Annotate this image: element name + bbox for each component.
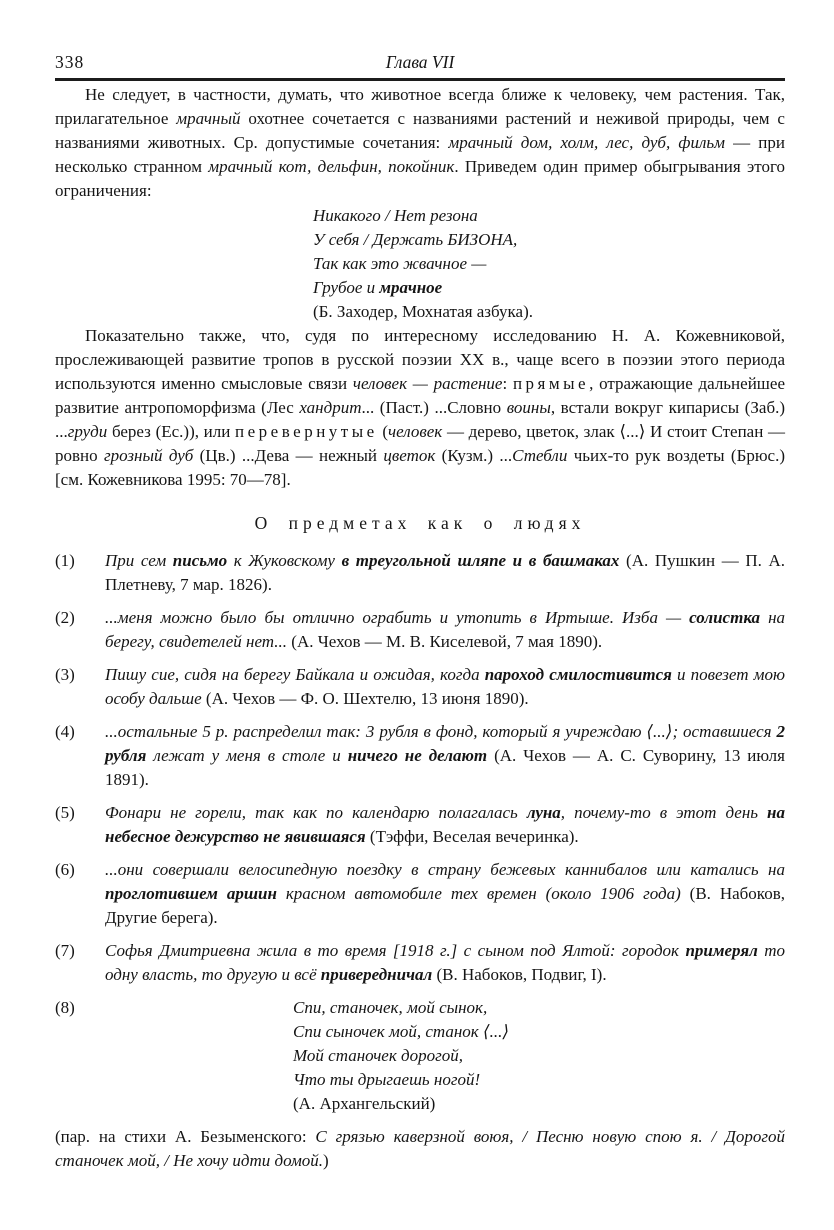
list-item bbox=[55, 663, 785, 711]
text-segment: (пар. на стихи А. Безыменского: bbox=[55, 1127, 316, 1146]
text-segment: примерял bbox=[685, 941, 758, 960]
text-segment: Спи сыночек мой, станок ⟨...⟩ bbox=[293, 1022, 510, 1041]
text-segment: Фонари не горели, так как по календарю полагалась bbox=[105, 803, 527, 822]
text-segment: С грязью каверзной воюя, / Песню новую спою я. / Дорогой станочек мой, / Не хочу идти домой. bbox=[55, 1127, 785, 1170]
text-segment: : bbox=[502, 374, 513, 393]
item-number: (6) bbox=[55, 860, 75, 879]
verse-block-arkhangelsky bbox=[293, 996, 785, 1116]
text-segment: . Приведем один пример обыгрывания этого ограничения: bbox=[55, 157, 785, 200]
item-number: (8) bbox=[55, 998, 75, 1017]
text-segment: Стебли bbox=[512, 446, 568, 465]
text-segment: то одну власть, то другую и всё bbox=[105, 941, 786, 984]
text-segment: красном автомобиле тех времен (около 1906 года) bbox=[276, 884, 681, 903]
item-text bbox=[105, 606, 785, 654]
text-segment: Так как это жвачное — bbox=[313, 254, 487, 273]
item-text bbox=[105, 663, 785, 711]
list-item bbox=[55, 939, 785, 987]
item-number: (1) bbox=[55, 551, 75, 570]
text-segment: привередничал bbox=[320, 965, 433, 984]
page-header bbox=[55, 50, 785, 78]
item-text bbox=[105, 996, 785, 1116]
header-rule bbox=[55, 78, 785, 81]
section-title: О предметах как о людях bbox=[254, 513, 586, 533]
text-segment: — при несколько странном bbox=[55, 133, 786, 176]
text-segment: ...они совершали велосипедную поездку в страну бежевых каннибалов или катались на bbox=[105, 860, 785, 879]
text-segment: письмо bbox=[172, 551, 228, 570]
text-segment: мрачный bbox=[176, 109, 241, 128]
text-segment: (А. Архангельский) bbox=[293, 1094, 436, 1113]
item-number: (3) bbox=[55, 665, 75, 684]
text-segment: ... (Паст.) ...Словно bbox=[361, 398, 507, 417]
text-segment: (А. Чехов — А. С. Суворину, 13 июля 1891). bbox=[105, 746, 785, 789]
text-segment: Пишу сие, сидя на берегу Байкала и ожидая, когда bbox=[105, 665, 485, 684]
text-segment: человек — растение bbox=[352, 374, 503, 393]
item-text bbox=[105, 549, 785, 597]
text-segment: Грубое и bbox=[313, 278, 380, 297]
intro-paragraph-2 bbox=[55, 324, 785, 492]
item-text bbox=[105, 858, 785, 930]
verse-line bbox=[313, 228, 785, 252]
text-segment: прямые bbox=[512, 374, 590, 393]
text-segment: (В. Набоков, Подвиг, I). bbox=[432, 965, 607, 984]
verse-line bbox=[293, 1044, 785, 1068]
text-segment: (Тэффи, Веселая вечеринка). bbox=[365, 827, 579, 846]
text-segment: перевернутые bbox=[235, 422, 378, 441]
text-segment: чьих-то рук воздеты (Брюс.) [см. Кожевникова 1995: 70—78]. bbox=[55, 446, 785, 489]
verse-line bbox=[313, 276, 785, 300]
text-segment: (В. Набоков, Другие берега). bbox=[105, 884, 785, 927]
list-item bbox=[55, 858, 785, 930]
list-item bbox=[55, 996, 785, 1116]
list-item bbox=[55, 801, 785, 849]
text-segment: , встали вокруг кипарисы (Заб.) ... bbox=[55, 398, 786, 441]
verse-line bbox=[313, 204, 785, 228]
text-segment: (Цв.) ...Дева — нежный bbox=[193, 446, 384, 465]
verse-line bbox=[293, 1092, 785, 1116]
text-segment: ...остальные 5 р. распределил так: 3 рубля в фонд, который я учреждаю ⟨...⟩; оставшиеся bbox=[105, 722, 777, 741]
text-segment: охотнее сочетается с названиями растений и неживой природы, чем с названиями животных. Ср. допустимые сочетания: bbox=[55, 109, 785, 152]
text-segment: — дерево, цветок, злак ⟨...⟩ И стоит Степан — ровно bbox=[55, 422, 785, 465]
text-segment: и повезет мою особу дальше bbox=[105, 665, 785, 708]
item-number: (5) bbox=[55, 803, 75, 822]
chapter-title: Глава VII bbox=[385, 52, 455, 72]
text-segment: воины bbox=[506, 398, 551, 417]
text-segment: хандрит bbox=[299, 398, 362, 417]
text-segment: грозный дуб bbox=[103, 446, 194, 465]
text-segment: ) bbox=[323, 1151, 329, 1170]
text-segment: к Жуковскому bbox=[227, 551, 342, 570]
text-segment: Спи, станочек, мой сынок, bbox=[293, 998, 488, 1017]
verse-line bbox=[293, 1020, 785, 1044]
item-text bbox=[105, 939, 785, 987]
page-number: 338 bbox=[55, 52, 85, 72]
text-segment: в треугольной шляпе и в башмаках bbox=[341, 551, 620, 570]
verse-line bbox=[313, 252, 785, 276]
text-segment: Мой станочек дорогой, bbox=[293, 1046, 464, 1065]
text-segment: груди bbox=[67, 422, 108, 441]
text-segment: У себя / Держать БИЗОНА, bbox=[313, 230, 518, 249]
text-segment: пароход смилостивится bbox=[484, 665, 672, 684]
text-segment: цветок bbox=[383, 446, 436, 465]
item-number: (4) bbox=[55, 722, 75, 741]
text-segment: ...меня можно было бы отлично ограбить и утопить в Иртыше. Изба — bbox=[105, 608, 690, 627]
text-segment: (Кузм.) ... bbox=[435, 446, 513, 465]
verse-line bbox=[313, 300, 785, 324]
text-segment: Что ты дрыгаешь ногой! bbox=[293, 1070, 481, 1089]
text-segment: ничего не делают bbox=[347, 746, 488, 765]
text-segment: Никакого / Нет резона bbox=[313, 206, 478, 225]
list-item bbox=[55, 606, 785, 654]
text-segment: мрачное bbox=[379, 278, 443, 297]
text-segment: проглотившем аршин bbox=[105, 884, 277, 903]
text-segment: При сем bbox=[105, 551, 173, 570]
list-item bbox=[55, 720, 785, 792]
verse-line bbox=[293, 1068, 785, 1092]
text-segment: на небесное дежурство не явившаяся bbox=[105, 803, 785, 846]
text-segment: Софья Дмитриевна жила в то время [1918 г.] с сыном под Ялтой: городок bbox=[105, 941, 686, 960]
text-segment: на берегу, свидетелей нет... bbox=[105, 608, 785, 651]
closing-note bbox=[55, 1125, 785, 1173]
text-segment: берез (Ес.)), или bbox=[107, 422, 236, 441]
intro-paragraph-1 bbox=[55, 83, 785, 203]
text-segment: , отражающие дальнейшее развитие антропоморфизма (Лес bbox=[55, 374, 785, 417]
item-number: (2) bbox=[55, 608, 75, 627]
text-segment: лежат у меня в столе и bbox=[146, 746, 348, 765]
text-segment: 2 рубля bbox=[105, 722, 785, 765]
text-segment: Показательно также, что, судя по интересному исследованию Н. А. Кожевниковой, прослеживающей развитие тропов в русской поэзии XX в., чаще всего в поэзии этого периода используются именно смысловые связи bbox=[55, 326, 785, 393]
text-segment: человек bbox=[388, 422, 443, 441]
item-text bbox=[105, 720, 785, 792]
text-segment: (А. Чехов — Ф. О. Шехтелю, 13 июня 1890). bbox=[201, 689, 529, 708]
text-segment: Не следует, в частности, думать, что животное всегда ближе к человеку, чем растения. Так, прилагательное bbox=[55, 85, 785, 128]
text-segment: (А. Чехов — М. В. Киселевой, 7 мая 1890). bbox=[287, 632, 603, 651]
text-segment: ( bbox=[377, 422, 389, 441]
item-number: (7) bbox=[55, 941, 75, 960]
verse-line bbox=[293, 996, 785, 1020]
list-item bbox=[55, 549, 785, 597]
text-segment: , почему-то в этот день bbox=[560, 803, 768, 822]
text-segment: (А. Пушкин — П. А. Плетневу, 7 мар. 1826). bbox=[105, 551, 786, 594]
item-text bbox=[105, 801, 785, 849]
text-segment: мрачный кот, дельфин, покойник bbox=[208, 157, 455, 176]
text-segment: (Б. Заходер, Мохнатая азбука). bbox=[313, 302, 533, 321]
text-segment: солистка bbox=[689, 608, 761, 627]
text-segment: мрачный дом, холм, лес, дуб, фильм bbox=[448, 133, 725, 152]
text-segment: луна bbox=[526, 803, 561, 822]
verse-block-zakhoder bbox=[313, 204, 785, 324]
